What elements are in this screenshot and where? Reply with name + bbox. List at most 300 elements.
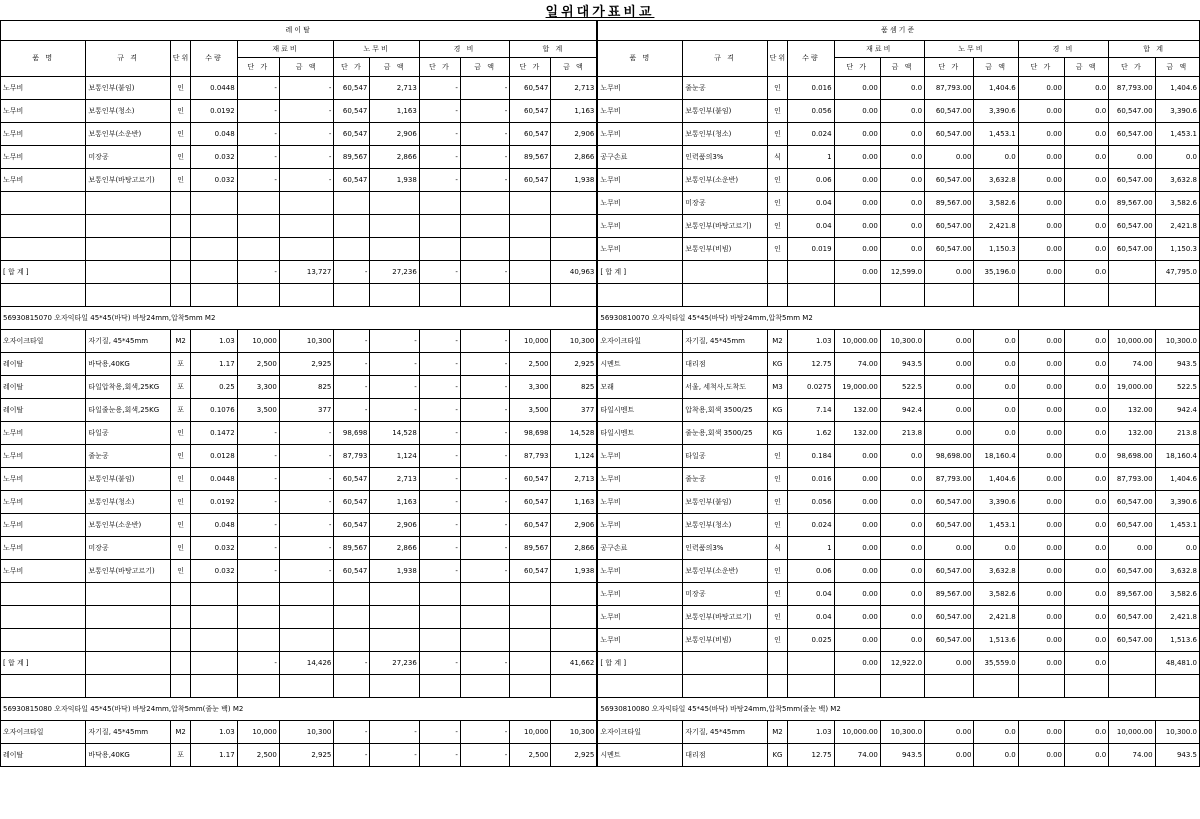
- right-cell-total-amount: 0.0: [1155, 146, 1199, 169]
- right-expense-price-header: 단 가: [1018, 58, 1064, 77]
- right-cell-labor-amount: 0.0: [974, 330, 1018, 353]
- right-cell-material-price: 0.00: [834, 238, 880, 261]
- right-cell-material-amount: 0.0: [880, 583, 924, 606]
- right-cell-material-amount: 943.5: [880, 353, 924, 376]
- right-cell-labor-amount: 2,421.8: [974, 606, 1018, 629]
- left-cell-spec: 보통인부(바탕고르기): [86, 560, 170, 583]
- left-cell-qty: [191, 261, 237, 284]
- left-cell-expense-price: -: [419, 514, 460, 537]
- right-cell-qty: 0.04: [788, 215, 834, 238]
- right-cell-material-price: 0.00: [834, 261, 880, 284]
- right-cell-labor-amount: 0.0: [974, 146, 1018, 169]
- left-cell-total-amount: 2,713: [551, 77, 597, 100]
- right-cell-expense-amount: 0.0: [1065, 399, 1109, 422]
- left-cell-expense-price: -: [419, 468, 460, 491]
- right-material-amount-header: 금 액: [880, 58, 924, 77]
- right-cell-material-amount: 0.0: [880, 537, 924, 560]
- left-cell-total-price: [510, 583, 551, 606]
- left-cell-total-price: 3,300: [510, 376, 551, 399]
- left-cell-total-price: 10,000: [510, 721, 551, 744]
- left-cell-total-amount: [551, 583, 597, 606]
- left-cell-total-price: [510, 675, 551, 698]
- left-cell-total-price: 87,793: [510, 445, 551, 468]
- right-cell-total-amount: 1,513.6: [1155, 629, 1199, 652]
- right-cell-qty: 1.62: [788, 422, 834, 445]
- right-cell-labor-price: 60,547.00: [925, 123, 974, 146]
- right-cell-unit: KG: [767, 422, 788, 445]
- right-cell-expense-amount: 0.0: [1065, 169, 1109, 192]
- left-cell-expense-price: [419, 238, 460, 261]
- left-cell-labor-amount: -: [370, 399, 419, 422]
- right-cell-unit: 식: [767, 537, 788, 560]
- right-material-header: 재료비: [834, 41, 925, 58]
- right-cell-material-amount: 213.8: [880, 422, 924, 445]
- right-cell-expense-amount: 0.0: [1065, 192, 1109, 215]
- right-cell-unit: 인: [767, 491, 788, 514]
- right-cell-material-amount: [880, 284, 924, 307]
- left-cell-labor-amount: [370, 215, 419, 238]
- right-cell-expense-price: 0.00: [1018, 422, 1064, 445]
- right-cell-material-price: 19,000.00: [834, 376, 880, 399]
- right-cell-material-price: 74.00: [834, 353, 880, 376]
- left-cell-material-amount: -: [279, 169, 334, 192]
- left-cell-expense-price: -: [419, 261, 460, 284]
- left-cell-total-price: 3,500: [510, 399, 551, 422]
- right-cell-material-amount: 0.0: [880, 192, 924, 215]
- table-row: [1, 169, 1200, 192]
- right-cell-qty: 1.03: [788, 330, 834, 353]
- table-row: [1, 284, 1200, 307]
- right-cell-material-amount: 0.0: [880, 606, 924, 629]
- left-material-header: 재료비: [237, 41, 334, 58]
- left-cell-unit: 인: [170, 77, 191, 100]
- right-cell-qty: 0.184: [788, 445, 834, 468]
- right-cell-spec: 인력품의3%: [683, 146, 767, 169]
- left-col-unit-header: 단위: [170, 41, 191, 77]
- left-cell-name: 오자이크타일: [1, 721, 86, 744]
- left-cell-material-amount: 2,925: [279, 744, 334, 767]
- right-cell-qty: 1: [788, 537, 834, 560]
- document-title-text: 일위대가표비교: [545, 5, 655, 20]
- right-cell-name: [ 합 계 ]: [597, 261, 682, 284]
- right-cell-total-price: [1109, 675, 1155, 698]
- left-cell-expense-amount: -: [460, 514, 509, 537]
- right-cell-spec: 자기질, 45*45mm: [683, 721, 767, 744]
- left-cell-expense-price: [419, 215, 460, 238]
- left-cell-qty: 0.0448: [191, 468, 237, 491]
- left-cell-total-price: 60,547: [510, 77, 551, 100]
- left-cell-material-amount: -: [279, 123, 334, 146]
- left-cell-material-amount: -: [279, 445, 334, 468]
- left-cell-material-price: [237, 629, 279, 652]
- right-cell-spec: 보통인부(소운반): [683, 169, 767, 192]
- left-cell-labor-price: 60,547: [334, 468, 370, 491]
- right-cell-labor-price: 87,793.00: [925, 468, 974, 491]
- left-cell-labor-amount: 14,528: [370, 422, 419, 445]
- left-cell-expense-amount: [460, 215, 509, 238]
- right-total-amount-header: 금 액: [1155, 58, 1199, 77]
- section-row: [1, 698, 1200, 721]
- left-cell-qty: 0.0128: [191, 445, 237, 468]
- right-cell-total-price: 0.00: [1109, 537, 1155, 560]
- left-cell-expense-amount: -: [460, 721, 509, 744]
- left-cell-unit: [170, 675, 191, 698]
- right-cell-expense-price: 0.00: [1018, 583, 1064, 606]
- right-col-unit-header: 단위: [767, 41, 788, 77]
- right-cell-total-price: 98,698.00: [1109, 445, 1155, 468]
- left-cell-total-price: 98,698: [510, 422, 551, 445]
- right-cell-name: [597, 675, 682, 698]
- left-cell-unit: 인: [170, 560, 191, 583]
- left-cell-material-price: [237, 192, 279, 215]
- right-cell-qty: 0.0275: [788, 376, 834, 399]
- right-cell-spec: 줄눈공: [683, 468, 767, 491]
- left-cell-name: 레이탈: [1, 399, 86, 422]
- right-cell-total-price: 60,547.00: [1109, 629, 1155, 652]
- left-cell-expense-price: -: [419, 146, 460, 169]
- right-cell-qty: 0.06: [788, 560, 834, 583]
- right-cell-spec: 미장공: [683, 583, 767, 606]
- left-cell-total-price: 60,547: [510, 468, 551, 491]
- left-cell-material-price: 10,000: [237, 721, 279, 744]
- right-cell-expense-price: 0.00: [1018, 100, 1064, 123]
- left-cell-labor-amount: 1,163: [370, 100, 419, 123]
- left-cell-material-price: -: [237, 514, 279, 537]
- right-material-price-header: 단 가: [834, 58, 880, 77]
- right-cell-spec: 대리점: [683, 353, 767, 376]
- left-cell-qty: 0.032: [191, 560, 237, 583]
- right-cell-labor-amount: 18,160.4: [974, 445, 1018, 468]
- right-cell-total-amount: 1,453.1: [1155, 123, 1199, 146]
- right-cell-total-amount: 47,795.0: [1155, 261, 1199, 284]
- left-cell-name: 레이탈: [1, 376, 86, 399]
- right-cell-labor-amount: 35,196.0: [974, 261, 1018, 284]
- right-cell-unit: 인: [767, 100, 788, 123]
- right-cell-expense-amount: [1065, 675, 1109, 698]
- right-cell-expense-price: 0.00: [1018, 491, 1064, 514]
- right-cell-labor-price: 60,547.00: [925, 606, 974, 629]
- right-cell-labor-amount: 0.0: [974, 537, 1018, 560]
- left-material-amount-header: 금 액: [279, 58, 334, 77]
- right-cell-labor-price: 0.00: [925, 146, 974, 169]
- table-row: [1, 560, 1200, 583]
- right-cell-material-price: 0.00: [834, 77, 880, 100]
- right-cell-material-price: 0.00: [834, 192, 880, 215]
- left-cell-qty: [191, 629, 237, 652]
- right-cell-qty: [788, 652, 834, 675]
- right-cell-total-amount: 3,390.6: [1155, 100, 1199, 123]
- right-cell-expense-price: [1018, 284, 1064, 307]
- table-row: [1, 537, 1200, 560]
- left-cell-labor-amount: -: [370, 744, 419, 767]
- right-cell-name: 타일시멘트: [597, 399, 682, 422]
- right-cell-unit: 인: [767, 606, 788, 629]
- left-cell-total-price: [510, 261, 551, 284]
- right-cell-expense-amount: 0.0: [1065, 606, 1109, 629]
- left-cell-labor-price: [334, 284, 370, 307]
- left-cell-total-amount: [551, 629, 597, 652]
- right-col-qty-header: 수량: [788, 41, 834, 77]
- left-cell-material-price: -: [237, 445, 279, 468]
- left-cell-material-price: [237, 238, 279, 261]
- document-title-bar: [0, 0, 1200, 20]
- right-cell-qty: 0.024: [788, 123, 834, 146]
- left-cell-labor-amount: [370, 238, 419, 261]
- left-cell-labor-price: [334, 675, 370, 698]
- left-cell-total-amount: 10,300: [551, 330, 597, 353]
- left-cell-spec: 타일공: [86, 422, 170, 445]
- right-cell-material-amount: 943.5: [880, 744, 924, 767]
- left-cell-expense-price: -: [419, 422, 460, 445]
- table-row: [1, 192, 1200, 215]
- left-cell-total-amount: 1,938: [551, 169, 597, 192]
- left-cell-labor-amount: 1,938: [370, 169, 419, 192]
- right-cell-spec: 줄눈용,회색 3500/25: [683, 422, 767, 445]
- left-cell-qty: 0.048: [191, 514, 237, 537]
- right-cell-qty: 12.75: [788, 353, 834, 376]
- left-cell-total-amount: 1,124: [551, 445, 597, 468]
- right-cell-expense-amount: 0.0: [1065, 100, 1109, 123]
- right-cell-expense-amount: 0.0: [1065, 330, 1109, 353]
- left-cell-material-price: 3,300: [237, 376, 279, 399]
- right-cell-total-amount: 943.5: [1155, 353, 1199, 376]
- right-cell-total-amount: 3,582.6: [1155, 583, 1199, 606]
- right-cell-name: 노무비: [597, 100, 682, 123]
- right-cell-total-amount: 213.8: [1155, 422, 1199, 445]
- right-cell-material-price: 0.00: [834, 629, 880, 652]
- right-cell-material-amount: 0.0: [880, 169, 924, 192]
- right-cell-material-amount: 12,922.0: [880, 652, 924, 675]
- right-cell-name: 노무비: [597, 468, 682, 491]
- left-cell-labor-price: 60,547: [334, 514, 370, 537]
- left-cell-qty: 1.17: [191, 744, 237, 767]
- left-cell-spec: 보통인부(소운반): [86, 123, 170, 146]
- left-cell-qty: 0.0192: [191, 491, 237, 514]
- left-section-title: 56930815070 오자익타일 45*45(바닥) 바탕24mm,압착5mm M2: [1, 307, 598, 330]
- right-cell-qty: [788, 675, 834, 698]
- right-cell-total-price: 87,793.00: [1109, 77, 1155, 100]
- left-cell-total-amount: 377: [551, 399, 597, 422]
- right-cell-total-amount: 1,404.6: [1155, 77, 1199, 100]
- right-cell-expense-price: 0.00: [1018, 353, 1064, 376]
- left-cell-labor-price: [334, 215, 370, 238]
- left-cell-total-amount: 2,906: [551, 514, 597, 537]
- right-cell-qty: 0.024: [788, 514, 834, 537]
- right-cell-material-amount: 0.0: [880, 238, 924, 261]
- left-cell-qty: 0.1472: [191, 422, 237, 445]
- right-cell-total-price: 60,547.00: [1109, 123, 1155, 146]
- left-cell-qty: 0.032: [191, 537, 237, 560]
- right-cell-expense-price: 0.00: [1018, 537, 1064, 560]
- right-cell-total-price: [1109, 284, 1155, 307]
- right-cell-labor-amount: 3,390.6: [974, 100, 1018, 123]
- left-cell-qty: [191, 652, 237, 675]
- right-cell-material-price: 0.00: [834, 123, 880, 146]
- left-expense-amount-header: 금 액: [460, 58, 509, 77]
- left-cell-name: 오자이크타일: [1, 330, 86, 353]
- right-cell-labor-price: 87,793.00: [925, 77, 974, 100]
- right-cell-total-amount: 1,453.1: [1155, 514, 1199, 537]
- right-cell-material-price: 0.00: [834, 537, 880, 560]
- left-cell-expense-price: [419, 192, 460, 215]
- left-cell-qty: [191, 215, 237, 238]
- left-cell-labor-price: [334, 192, 370, 215]
- left-cell-labor-amount: [370, 192, 419, 215]
- left-cell-total-amount: 1,163: [551, 491, 597, 514]
- left-cell-material-amount: -: [279, 100, 334, 123]
- right-labor-header: 노무비: [925, 41, 1019, 58]
- left-cell-expense-amount: -: [460, 330, 509, 353]
- left-cell-unit: 인: [170, 514, 191, 537]
- right-cell-expense-price: 0.00: [1018, 238, 1064, 261]
- right-cell-name: 노무비: [597, 491, 682, 514]
- left-cell-qty: 0.0192: [191, 100, 237, 123]
- left-cell-total-amount: 1,938: [551, 560, 597, 583]
- left-cell-unit: 인: [170, 537, 191, 560]
- right-cell-material-price: 0.00: [834, 652, 880, 675]
- right-expense-amount-header: 금 액: [1065, 58, 1109, 77]
- table-row: [1, 491, 1200, 514]
- right-cell-unit: KG: [767, 744, 788, 767]
- right-cell-expense-price: 0.00: [1018, 445, 1064, 468]
- right-cell-labor-amount: 0.0: [974, 376, 1018, 399]
- left-cell-expense-amount: -: [460, 468, 509, 491]
- left-cell-labor-amount: 2,906: [370, 123, 419, 146]
- right-cell-expense-amount: 0.0: [1065, 238, 1109, 261]
- right-cell-total-price: 74.00: [1109, 353, 1155, 376]
- right-cell-expense-amount: 0.0: [1065, 215, 1109, 238]
- left-cell-name: 노무비: [1, 422, 86, 445]
- right-cell-total-amount: 18,160.4: [1155, 445, 1199, 468]
- left-cell-material-amount: -: [279, 468, 334, 491]
- right-cell-name: 노무비: [597, 215, 682, 238]
- left-cell-total-price: 89,567: [510, 146, 551, 169]
- left-cell-material-price: -: [237, 422, 279, 445]
- right-cell-unit: [767, 284, 788, 307]
- right-cell-spec: 보통인부(바탕고르기): [683, 215, 767, 238]
- right-cell-material-amount: 0.0: [880, 77, 924, 100]
- left-cell-unit: [170, 238, 191, 261]
- left-cell-name: [1, 583, 86, 606]
- right-cell-labor-price: 60,547.00: [925, 169, 974, 192]
- left-cell-material-price: -: [237, 169, 279, 192]
- left-cell-labor-price: [334, 583, 370, 606]
- right-cell-spec: 보통인부(바탕고르기): [683, 606, 767, 629]
- left-cell-expense-amount: -: [460, 560, 509, 583]
- left-cell-qty: [191, 238, 237, 261]
- right-cell-name: 공구손료: [597, 537, 682, 560]
- right-cell-unit: 인: [767, 215, 788, 238]
- right-cell-labor-amount: 1,404.6: [974, 77, 1018, 100]
- left-cell-unit: M2: [170, 330, 191, 353]
- left-cell-material-price: -: [237, 146, 279, 169]
- table-row: [1, 583, 1200, 606]
- left-cell-labor-amount: 1,938: [370, 560, 419, 583]
- left-cell-labor-price: -: [334, 652, 370, 675]
- left-cell-labor-amount: [370, 629, 419, 652]
- left-material-price-header: 단 가: [237, 58, 279, 77]
- header-group-row: [1, 21, 1200, 41]
- right-cell-spec: 보통인부(비빔): [683, 629, 767, 652]
- left-cell-expense-amount: -: [460, 100, 509, 123]
- left-cell-total-amount: 41,662: [551, 652, 597, 675]
- left-cell-spec: 보통인부(붙임): [86, 77, 170, 100]
- left-cell-qty: 0.048: [191, 123, 237, 146]
- right-cell-expense-price: 0.00: [1018, 468, 1064, 491]
- left-cell-expense-price: -: [419, 169, 460, 192]
- right-cell-total-amount: 1,404.6: [1155, 468, 1199, 491]
- left-cell-unit: [170, 215, 191, 238]
- right-cell-total-amount: 522.5: [1155, 376, 1199, 399]
- left-cell-spec: 자기질, 45*45mm: [86, 330, 170, 353]
- right-cell-labor-price: 60,547.00: [925, 514, 974, 537]
- right-cell-total-price: 60,547.00: [1109, 169, 1155, 192]
- right-cell-name: 시멘트: [597, 744, 682, 767]
- right-cell-name: 시멘트: [597, 353, 682, 376]
- left-cell-material-amount: 10,300: [279, 330, 334, 353]
- left-cell-material-amount: [279, 238, 334, 261]
- right-cell-labor-amount: 2,421.8: [974, 215, 1018, 238]
- left-cell-material-amount: -: [279, 514, 334, 537]
- right-cell-expense-amount: 0.0: [1065, 445, 1109, 468]
- right-cell-total-price: 132.00: [1109, 422, 1155, 445]
- right-cell-expense-amount: 0.0: [1065, 744, 1109, 767]
- right-cell-labor-price: 0.00: [925, 537, 974, 560]
- right-cell-name: 노무비: [597, 629, 682, 652]
- left-cell-total-price: 60,547: [510, 560, 551, 583]
- left-cell-total-price: 60,547: [510, 514, 551, 537]
- left-cell-material-amount: 13,727: [279, 261, 334, 284]
- table-row: [1, 100, 1200, 123]
- right-cell-unit: M2: [767, 721, 788, 744]
- table-row: [1, 721, 1200, 744]
- right-cell-material-price: 10,000.00: [834, 330, 880, 353]
- right-cell-total-price: 0.00: [1109, 146, 1155, 169]
- right-cell-labor-amount: 3,582.6: [974, 583, 1018, 606]
- right-cell-qty: 0.025: [788, 629, 834, 652]
- right-cell-expense-amount: 0.0: [1065, 261, 1109, 284]
- left-cell-labor-amount: -: [370, 721, 419, 744]
- right-cell-name: 공구손료: [597, 146, 682, 169]
- right-cell-total-amount: 48,481.0: [1155, 652, 1199, 675]
- left-cell-material-price: -: [237, 468, 279, 491]
- left-cell-unit: M2: [170, 721, 191, 744]
- table-row: [1, 123, 1200, 146]
- right-cell-labor-price: 60,547.00: [925, 100, 974, 123]
- table-row: [1, 652, 1200, 675]
- right-cell-total-amount: 3,390.6: [1155, 491, 1199, 514]
- left-cell-spec: [86, 192, 170, 215]
- left-cell-name: 노무비: [1, 169, 86, 192]
- left-cell-spec: 타일압착용,회색,25KG: [86, 376, 170, 399]
- right-total-price-header: 단 가: [1109, 58, 1155, 77]
- right-cell-material-price: 0.00: [834, 583, 880, 606]
- left-cell-labor-price: [334, 629, 370, 652]
- left-cell-expense-amount: -: [460, 169, 509, 192]
- left-cell-expense-price: [419, 583, 460, 606]
- left-expense-header: 경 비: [419, 41, 510, 58]
- left-cell-total-amount: [551, 192, 597, 215]
- right-cell-material-amount: 0.0: [880, 468, 924, 491]
- right-cell-expense-price: 0.00: [1018, 330, 1064, 353]
- right-cell-spec: 보통인부(비빔): [683, 238, 767, 261]
- left-cell-spec: 타일줄눈용,회색,25KG: [86, 399, 170, 422]
- right-cell-total-price: 60,547.00: [1109, 491, 1155, 514]
- table-row: [1, 514, 1200, 537]
- table-row: [1, 606, 1200, 629]
- right-cell-total-amount: [1155, 284, 1199, 307]
- left-cell-material-price: [237, 284, 279, 307]
